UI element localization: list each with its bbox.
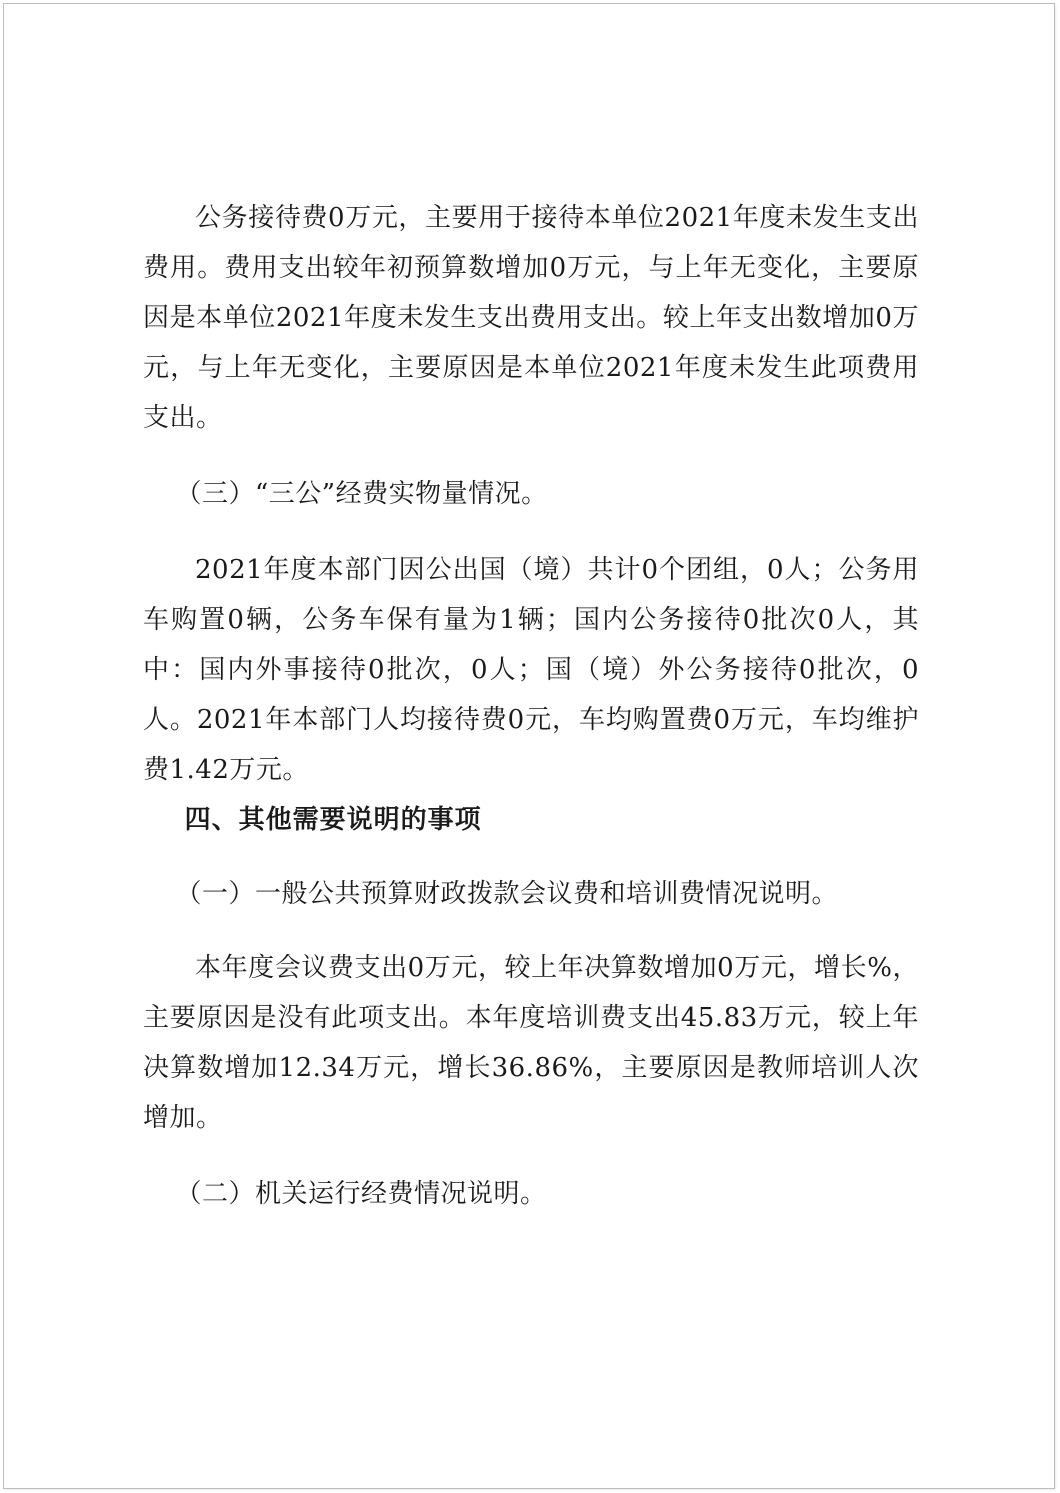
section-heading-other-matters: 四、其他需要说明的事项 [184, 805, 482, 835]
paragraph-physical-quantity: 2021年度本部门因公出国（境）共计0个团组，0人；公务用车购置0辆，公务车保有量为1辆；国内公务接待0批次0人，其中：国内外事接待0批次，0人；国（境）外公务接待0批次，0人。2021年本部门人均接待费0元，车均购置费0万元，车均维护费1.42万元。 [143, 555, 919, 785]
subsection-heading-operating-expense: （二）机关运行经费情况说明。 [175, 1179, 547, 1209]
subsection-heading-meeting-training: （一）一般公共预算财政拨款会议费和培训费情况说明。 [175, 879, 839, 909]
paragraph-reception-expense: 公务接待费0万元，主要用于接待本单位2021年度未发生支出费用。费用支出较年初预算数增加0万元，与上年无变化，主要原因是本单位2021年度未发生支出费用支出。较上年支出数增加0万元，与上年无变化，主要原因是本单位2021年度未发生此项费用支出。 [143, 203, 919, 433]
subsection-heading-physical-quantity: （三）“三公”经费实物量情况。 [175, 479, 548, 509]
document-body [143, 193, 919, 1219]
paragraph-meeting-training: 本年度会议费支出0万元，较上年决算数增加0万元，增长%，主要原因是没有此项支出。本年度培训费支出45.83万元，较上年决算数增加12.34万元，增长36.86%，主要原因是教师培训人次增加。 [143, 953, 919, 1133]
